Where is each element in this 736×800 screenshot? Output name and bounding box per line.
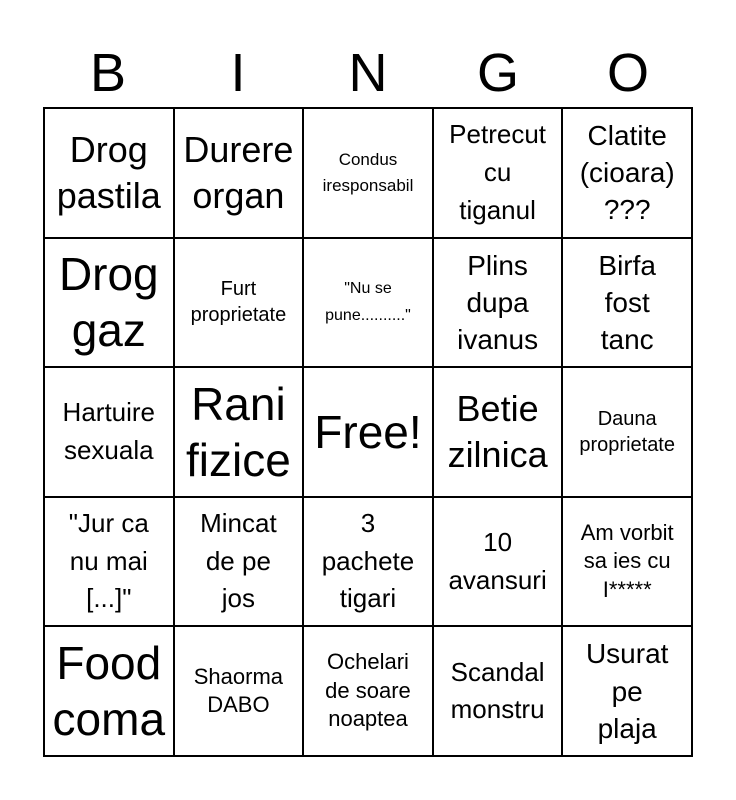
bingo-cell-3-4[interactable]: Betie zilnica: [433, 367, 563, 497]
bingo-cell-4-5[interactable]: Am vorbit sa ies cu I*****: [562, 497, 692, 627]
bingo-header: [43, 42, 693, 104]
bingo-cell-4-3[interactable]: 3 pachete tigari: [303, 497, 433, 627]
bingo-cell-3-1[interactable]: Hartuire sexuala: [44, 367, 174, 497]
bingo-cell-1-2[interactable]: Durere organ: [174, 108, 304, 238]
header-letter-g: G: [476, 43, 519, 103]
bingo-cell-free[interactable]: Free!: [303, 367, 433, 497]
bingo-cell-2-2[interactable]: Furt proprietate: [174, 238, 304, 368]
bingo-cell-5-4[interactable]: Scandal monstru: [433, 626, 563, 756]
header-letter-i: I: [230, 43, 246, 103]
header-letter-b: B: [89, 43, 127, 103]
bingo-cell-5-5[interactable]: Usurat pe plaja: [562, 626, 692, 756]
bingo-cell-1-5[interactable]: Clatite (cioara) ???: [562, 108, 692, 238]
bingo-cell-5-3[interactable]: Ochelari de soare noaptea: [303, 626, 433, 756]
bingo-cell-2-4[interactable]: Plins dupa ivanus: [433, 238, 563, 368]
bingo-cell-1-3[interactable]: Condus iresponsabil: [303, 108, 433, 238]
bingo-cell-5-2[interactable]: Shaorma DABO: [174, 626, 304, 756]
bingo-cell-5-1[interactable]: Food coma: [44, 626, 174, 756]
bingo-cell-3-5[interactable]: Dauna proprietate: [562, 367, 692, 497]
bingo-cell-2-3[interactable]: "Nu se pune..........": [303, 238, 433, 368]
bingo-cell-2-1[interactable]: Drog gaz: [44, 238, 174, 368]
bingo-cell-2-5[interactable]: Birfa fost tanc: [562, 238, 692, 368]
header-letter-n: N: [348, 43, 388, 103]
bingo-cell-1-4[interactable]: Petrecut cu tiganul: [433, 108, 563, 238]
bingo-board: [43, 107, 693, 757]
bingo-cell-4-2[interactable]: Mincat de pe jos: [174, 497, 304, 627]
header-letter-o: O: [606, 43, 649, 103]
bingo-cell-4-4[interactable]: 10 avansuri: [433, 497, 563, 627]
bingo-cell-1-1[interactable]: Drog pastila: [44, 108, 174, 238]
bingo-cell-4-1[interactable]: "Jur ca nu mai [...]": [44, 497, 174, 627]
bingo-cell-3-2[interactable]: Rani fizice: [174, 367, 304, 497]
